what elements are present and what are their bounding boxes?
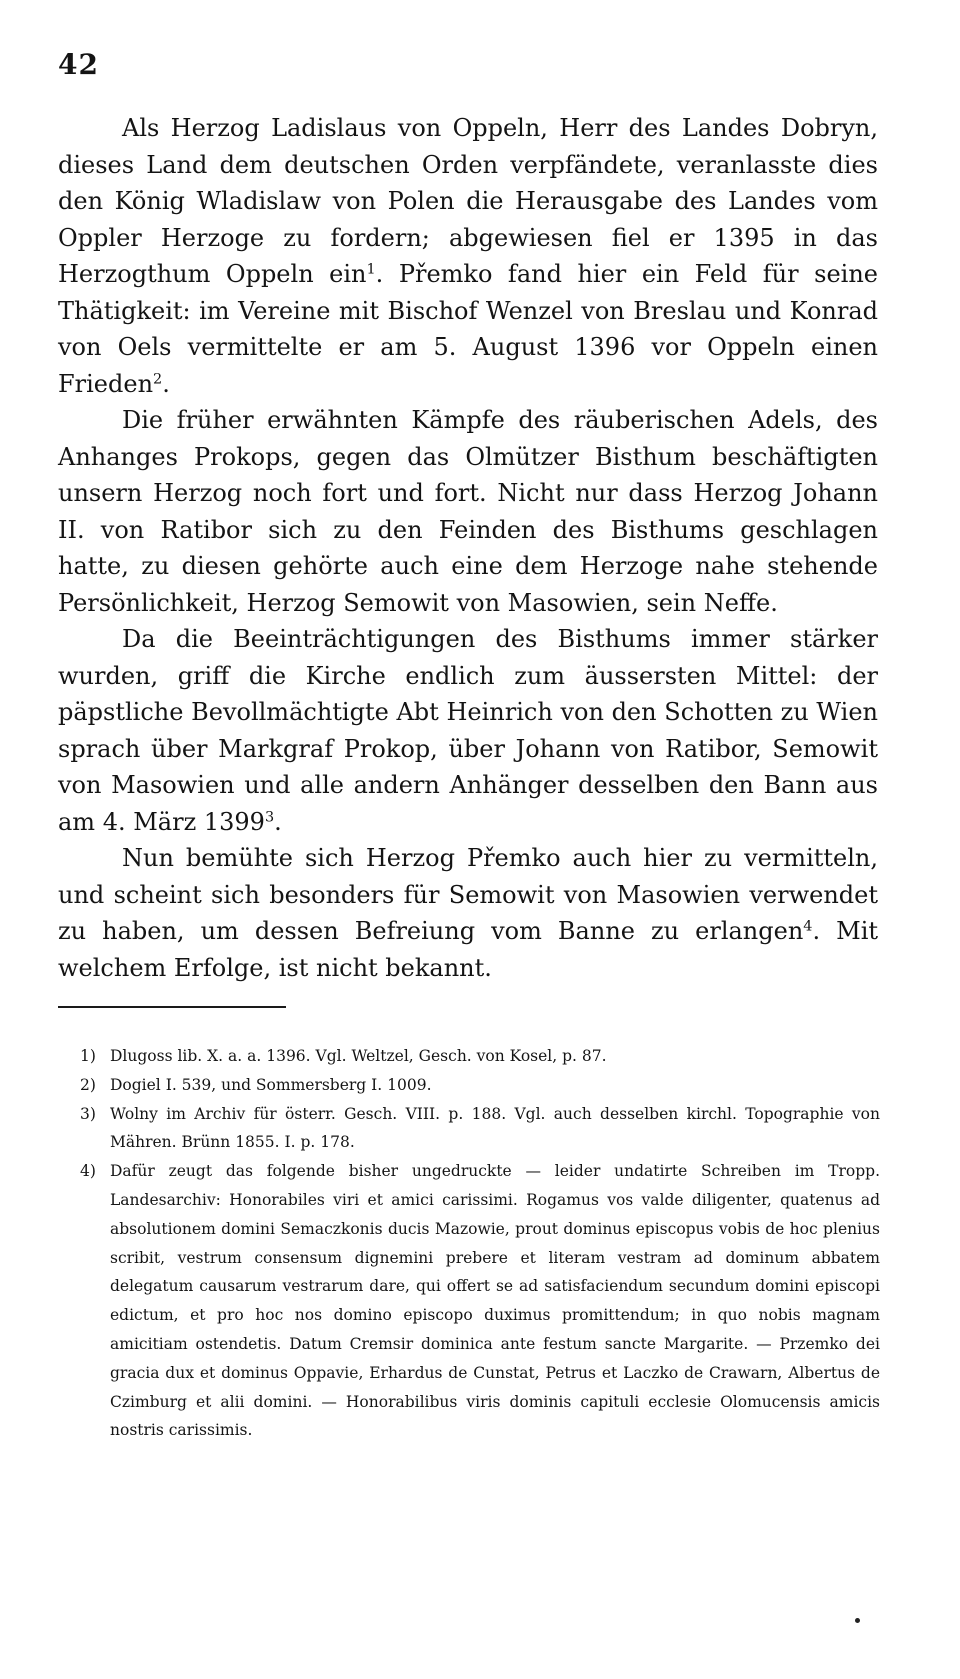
footnote-ref-4: 4: [803, 918, 813, 935]
footnote-ref-1: 1: [366, 261, 376, 278]
paragraph-3: [58, 621, 878, 840]
footnote-number: 4): [80, 1162, 96, 1181]
paragraph-4: [58, 840, 878, 986]
paragraph-4-text: Nun bemühte sich Herzog Přemko auch hier zu vermitteln, und scheint sich besonders für Semowit von Masowien verwendet zu haben, um dessen Befreiung vom Banne zu erlangen: [58, 844, 878, 945]
paragraph-1-tail2: .: [162, 369, 170, 398]
footnote-rule: [58, 1006, 286, 1008]
footnote-text: Dafür zeugt das folgende bisher ungedruckte — leider undatirte Schreiben im Tropp. Landesarchiv: Honorabiles viri et amici carissimi. Rogamus vos valde diligenter, quatenus ad absolutionem domini Semaczkonis ducis Mazowie, prout dominus episcopus vobis de hoc plenius scribit, vestrum consensum dignemini prebere et literam vestram ad dominum abbatem delegatum causarum vestrarum dare, qui offert se ad satisfaciendum secundum domini episcopi edictum, et pro hoc nos domino episcopo duximus promittendum; in quo nobis magnam amicitiam ostendetis. Datum Cremsir dominica ante festum sancte Margarite. — Przemko dei gracia dux et dominus Oppavie, Erhardus de Cunstat, Petrus et Laczko de Crawarn, Albertus de Czimburg et alii domini. — Honorabilibus viris dominis capituli ecclesie Olomucensis amicis nostris carissimis.: [110, 1162, 880, 1440]
footnote-1: [80, 1042, 880, 1071]
footnote-2: [80, 1071, 880, 1100]
footnotes: [80, 1042, 880, 1445]
paragraph-2: [58, 402, 878, 621]
footnote-text: Dlugoss lib. X. a. a. 1396. Vgl. Weltzel, Gesch. von Kosel, p. 87.: [110, 1047, 607, 1065]
paragraph-4-tail: . Mit welchem Erfolge, ist nicht bekannt.: [58, 917, 879, 982]
footnote-number: 2): [80, 1075, 96, 1094]
footnote-text: Dogiel I. 539, und Sommersberg I. 1009.: [110, 1075, 432, 1094]
footnote-number: 1): [80, 1047, 96, 1065]
paragraph-1-text: Als Herzog Ladislaus von Oppeln, Herr des Landes Dobryn, dieses Land dem deutschen Orden verpfändete, veranlasste dies den König Wladislaw von Polen die Herausgabe des Landes vom Oppler Herzoge zu fordern; abgewiesen fiel er 1395 in das Herzogthum Oppeln ein: [58, 114, 878, 288]
footnote-4: [80, 1157, 880, 1445]
ink-speck: [855, 1618, 860, 1623]
footnote-ref-2: 2: [153, 370, 163, 387]
footnote-3: [80, 1100, 880, 1158]
footnote-number: 3): [80, 1104, 96, 1123]
page-number: 42: [58, 48, 99, 81]
paragraph-1-tail: . Přemko fand hier ein Feld für seine Thätigkeit: im Vereine mit Bischof Wenzel von Breslau und Konrad von Oels vermittelte er am 5. August 1396 vor Oppeln einen Frieden: [58, 260, 878, 398]
main-text: [58, 110, 878, 986]
paragraph-3-tail: .: [274, 807, 282, 836]
paragraph-2-text: Die früher erwähnten Kämpfe des räuberischen Adels, des Anhanges Prokops, gegen das Olmützer Bisthum beschäftigten unsern Herzog noch fort und fort. Nicht nur dass Herzog Johann II. von Ratibor sich zu den Feinden des Bisthums geschlagen hatte, zu diesen gehörte auch eine dem Herzoge nahe stehende Persönlichkeit, Herzog Semowit von Masowien, sein Neffe.: [58, 406, 878, 617]
footnote-text: Wolny im Archiv für österr. Gesch. VIII. p. 188. Vgl. auch desselben kirchl. Topographie von Mähren. Brünn 1855. I. p. 178.: [110, 1104, 880, 1152]
paragraph-3-text: Da die Beeinträchtigungen des Bisthums immer stärker wurden, griff die Kirche endlich zum äussersten Mittel: der päpstliche Bevollmächtigte Abt Heinrich von den Schotten zu Wien sprach über Markgraf Prokop, über Johann von Ratibor, Semowit von Masowien und alle andern Anhänger desselben den Bann aus am 4. März 1399: [58, 625, 878, 836]
footnote-ref-3: 3: [264, 808, 275, 825]
paragraph-1: [58, 110, 878, 402]
